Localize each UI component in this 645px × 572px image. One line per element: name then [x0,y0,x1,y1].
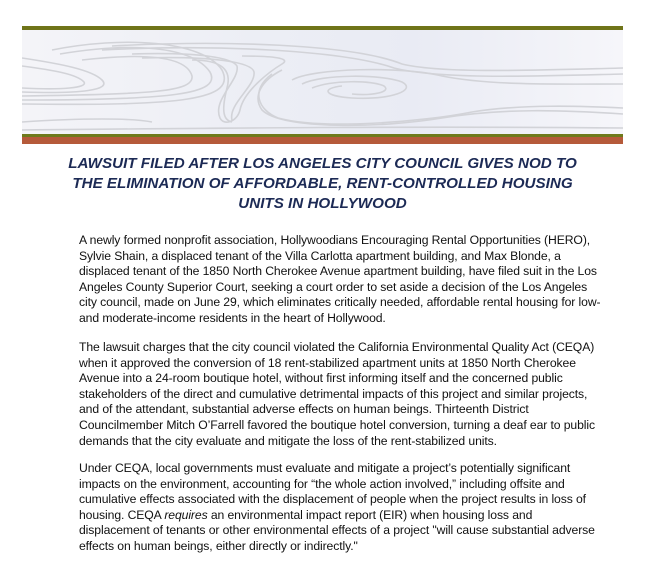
text-line: stakeholders of the direct and cumulative detrimental impacts of this project and similar projects, [79,386,588,401]
title-line: THE ELIMINATION OF AFFORDABLE, RENT-CONTROLLED HOUSING [72,175,573,192]
text-line: effects on human beings, either directly or indirectly." [79,538,358,553]
text-line: displacement of tenants or other environmental effects of a project "will cause substantial adverse [79,523,595,538]
text-line: and of the attendant, substantial adverse effects on human beings. Thirteenth District [79,402,529,417]
text-line: impacts on the environment, accounting for “the whole action involved,” including offsite and [79,476,565,491]
text-segment: housing. CEQA [79,507,165,522]
swirl-lines-banner-icon [22,30,623,134]
banner-bottom-rust-bar [22,137,623,144]
text-line: Angeles County Superior Court, seeking a court order to set aside a decision of the Los Angeles [79,279,588,294]
text-line: Sylvie Shain, a displaced tenant of the Villa Carlotta apartment building, and Max Blonde, a [79,248,561,263]
text-line: Councilmember Mitch O’Farrell favored the boutique hotel conversion, turning a deaf ear to public [79,417,595,432]
article-title [40,154,605,214]
text-line: The lawsuit charges that the city council violated the California Environmental Quality Act (CEQA) [79,340,595,354]
text-line: cumulative effects associated with the displacement of people when the project results in loss of [79,492,586,507]
title-line: UNITS IN HOLLYWOOD [238,195,407,212]
text-line: displaced tenant of the 1850 North Cherokee Avenue apartment building, have filed suit in the Los [79,264,597,279]
paragraph-intro [79,233,599,327]
text-segment: an environmental impact report (EIR) when housing loss and [207,507,533,522]
emphasis-requires: requires [164,507,208,522]
header-banner [22,26,623,144]
text-line: demands that the city evaluate and mitigate the loss of the rent-stabilized units. [79,433,497,448]
text-line: when it approved the conversion of 18 rent-stabilized apartment units at 1850 North Cherokee [79,355,576,370]
title-line: LAWSUIT FILED AFTER LOS ANGELES CITY COUNCIL GIVES NOD TO [68,155,577,172]
paragraph-lawsuit-charges [79,340,599,449]
text-line: Under CEQA, local governments must evaluate and mitigate a project’s potentially significant [79,461,571,475]
text-line: and moderate-income residents in the heart of Hollywood. [79,310,386,325]
text-line: A newly formed nonprofit association, Hollywoodians Encouraging Rental Opportunities (HERO), [79,233,591,247]
text-line: Avenue into a 24-room boutique hotel, without first informing itself and the concerned public [79,371,563,386]
paragraph-ceqa [79,461,599,555]
text-line [79,508,599,524]
text-line: city council, made on June 29, which eliminates critically needed, affordable rental housing for low- [79,295,601,310]
